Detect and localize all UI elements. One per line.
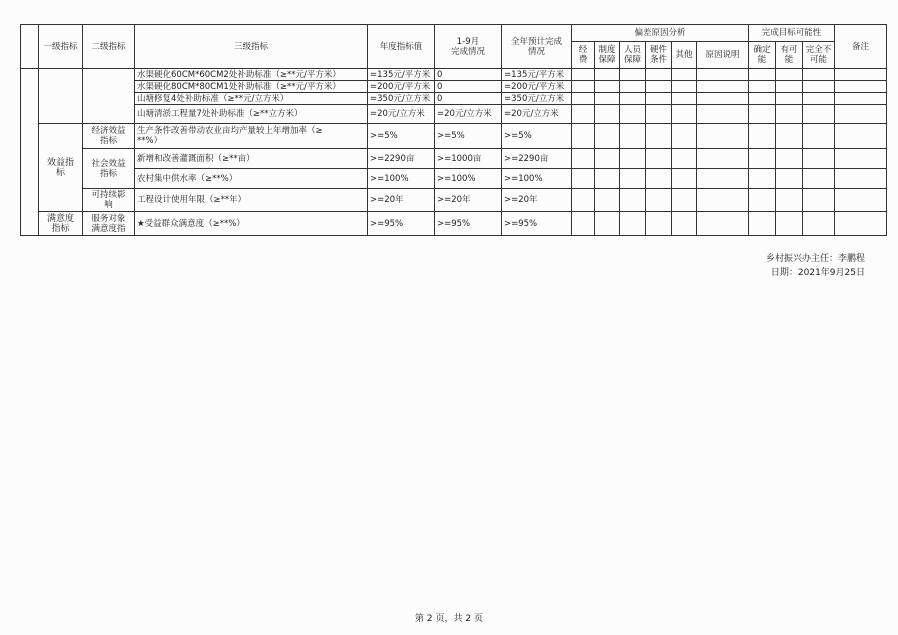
satisfaction-level2: 服务对象 满意度指 [83, 212, 135, 236]
table-row [21, 69, 887, 81]
header-level1: 一级指标 [39, 25, 83, 69]
header-system: 制度 保障 [595, 42, 620, 69]
target-cell: =135元/平方米 [368, 69, 435, 81]
level3-cell: ★受益群众满意度（≥**%） [135, 212, 368, 236]
page-footer: 第 2 页，共 2 页 [415, 614, 483, 624]
level3-cell: 水渠硬化60CM*60CM2处补助标准（≥**元/平方米） [135, 69, 368, 81]
header-impossible: 完全不 可能 [803, 42, 835, 69]
level3-cell: 生产条件改善带动农业亩均产量较上年增加率（≥ **%） [135, 124, 368, 149]
header-achievability: 完成目标可能性 [749, 25, 835, 42]
level3-cell: 工程设计使用年限（≥**年） [135, 189, 368, 212]
target-cell: >=20年 [368, 189, 435, 212]
jansep-cell: >=20年 [435, 189, 502, 212]
header-level3: 三级指标 [135, 25, 368, 69]
header-remarks: 备注 [835, 25, 887, 69]
jansep-cell: >=95% [435, 212, 502, 236]
level3-cell: 山塘修复4处补助标准（≥**元/立方米） [135, 93, 368, 105]
sustain-level2: 可持续影 响 [83, 189, 135, 212]
level3-cell: 农村集中供水率（≥**%） [135, 169, 368, 189]
fullyear-cell: >=100% [502, 169, 572, 189]
table-row [21, 93, 887, 105]
target-cell: >=100% [368, 169, 435, 189]
target-cell: =20元/立方米 [368, 105, 435, 124]
table-row [21, 81, 887, 93]
level3-cell: 新增和改善灌溉面积（≥**亩） [135, 149, 368, 169]
level3-cell: 水渠硬化80CM*80CM1处补助标准（≥**元/平方米） [135, 81, 368, 93]
fullyear-cell: =20元/立方米 [502, 105, 572, 124]
header-certain: 确定 能 [749, 42, 776, 69]
header-jan-sep: 1-9月 完成情况 [435, 25, 502, 69]
jansep-cell: >=100% [435, 169, 502, 189]
target-cell: >=5% [368, 124, 435, 149]
header-personnel: 人员 保障 [620, 42, 646, 69]
benefit-level1: 效益指 标 [39, 124, 83, 212]
blank-cell [21, 69, 39, 236]
table-row [21, 105, 887, 124]
jansep-cell: =20元/立方米 [435, 105, 502, 124]
header-annual-target: 年度指标值 [368, 25, 435, 69]
header-possible: 有可 能 [776, 42, 803, 69]
target-cell: >=95% [368, 212, 435, 236]
jansep-cell: >=1000亩 [435, 149, 502, 169]
fullyear-cell: >=20年 [502, 189, 572, 212]
table-row [21, 189, 887, 212]
target-cell: =350元/立方米 [368, 93, 435, 105]
level2-cell [83, 69, 135, 124]
jansep-cell: 0 [435, 69, 502, 81]
fullyear-cell: =135元/平方米 [502, 69, 572, 81]
table-row [21, 212, 887, 236]
fullyear-cell: >=5% [502, 124, 572, 149]
blank-header [21, 25, 39, 69]
header-reason: 原因说明 [697, 42, 749, 69]
header-full-year: 全年预计完成 情况 [502, 25, 572, 69]
table-row [21, 149, 887, 169]
header-other: 其他 [672, 42, 697, 69]
fullyear-cell: >=2290亩 [502, 149, 572, 169]
header-hardware: 硬件 条件 [646, 42, 672, 69]
header-funds: 经 费 [572, 42, 595, 69]
fullyear-cell: =350元/立方米 [502, 93, 572, 105]
performance-table [20, 24, 887, 236]
fullyear-cell: >=95% [502, 212, 572, 236]
level3-cell: 山塘清淤工程量7处补助标准（≥**立方米） [135, 105, 368, 124]
fullyear-cell: =200元/平方米 [502, 81, 572, 93]
table-row [21, 124, 887, 149]
jansep-cell: 0 [435, 81, 502, 93]
target-cell: >=2290亩 [368, 149, 435, 169]
signature-date: 日期：2021年9月25日 [770, 268, 865, 278]
satisfaction-level1: 满意度 指标 [39, 212, 83, 236]
header-deviation: 偏差原因分析 [572, 25, 749, 42]
header-level2: 二级指标 [83, 25, 135, 69]
social-level2: 社会效益 指标 [83, 149, 135, 189]
jansep-cell: >=5% [435, 124, 502, 149]
level1-cell [39, 69, 83, 124]
director-signature: 乡村振兴办主任：李鹏程 [765, 254, 865, 264]
target-cell: =200元/平方米 [368, 81, 435, 93]
jansep-cell: 0 [435, 93, 502, 105]
economic-level2: 经济效益 指标 [83, 124, 135, 149]
table-row [21, 169, 887, 189]
